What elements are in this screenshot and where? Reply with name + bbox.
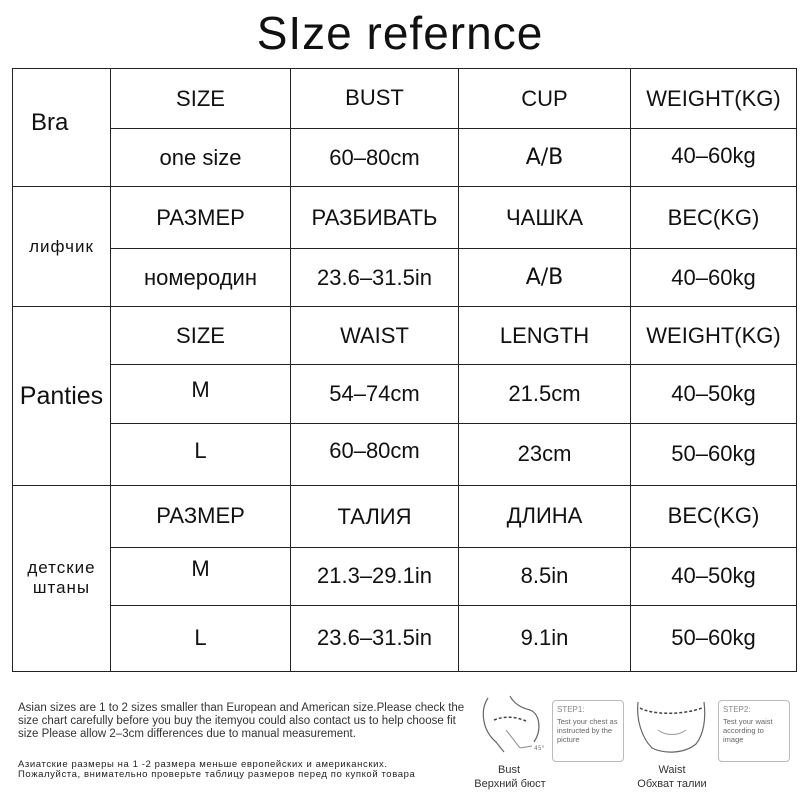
note-russian: Азиатские размеры на 1 -2 размера меньше европейских и американских. Пожалуйста, внимательно проверьте таблицу размеров перед по купкой товара (18, 759, 416, 780)
cell-length-ru-l: 9.1in (459, 605, 631, 671)
header-length: LENGTH (459, 307, 631, 365)
header-weight-panties-ru: ВЕС(KG) (631, 485, 797, 547)
cell-size: one size (111, 129, 291, 187)
header-bust-ru: РАЗБИВАТЬ (291, 187, 459, 249)
cell-weight-ru: 40–60kg (631, 249, 797, 307)
panties-header-row (13, 307, 797, 365)
waist-caption-ru: Обхват талии (637, 778, 707, 790)
step1-title: STEP1: (557, 705, 585, 714)
bust-figure (470, 690, 560, 798)
cell-waist-ru-m: 21.3–29.1in (291, 547, 459, 605)
cell-size-ru-l: L (111, 605, 291, 671)
svg-text:45°: 45° (534, 745, 545, 752)
page-title: SIze refernce (256, 7, 544, 59)
waist-figure (630, 690, 720, 798)
cell-waist-m: 54–74cm (291, 365, 459, 423)
header-cup-ru: ЧАШКА (459, 187, 631, 249)
cell-waist-ru-l: 23.6–31.5in (291, 605, 459, 671)
bra-header-row (13, 69, 797, 129)
cell-weight-m: 40–50kg (631, 365, 797, 423)
header-size-ru: РАЗМЕР (111, 187, 291, 249)
header-weight-panties: WEIGHT(KG) (631, 307, 797, 365)
panties-ru-row-l (13, 605, 797, 671)
step1-text: Test your chest as instructed by the picture (557, 717, 618, 744)
cell-bust: 60–80cm (291, 129, 459, 187)
cell-size-ru-m: M (111, 547, 291, 605)
cell-cup-ru: A/B (459, 249, 631, 307)
cell-size-m: M (111, 365, 291, 423)
step2-box (718, 700, 790, 762)
category-panties: Panties (13, 307, 111, 485)
category-panties-ru (13, 485, 111, 671)
header-cup: CUP (459, 69, 631, 129)
panties-row-m (13, 365, 797, 423)
cell-size-ru: номеродин (111, 249, 291, 307)
category-panties-ru-line1: детские (27, 558, 96, 578)
header-weight: WEIGHT(KG) (631, 69, 797, 129)
header-waist: WAIST (291, 307, 459, 365)
step2-title: STEP2: (723, 705, 751, 714)
bra-ru-row (13, 249, 797, 307)
cell-weight: 40–60kg (631, 129, 797, 187)
footer (0, 690, 800, 800)
cell-length-ru-m: 8.5in (459, 547, 631, 605)
header-length-ru: ДЛИНА (459, 485, 631, 547)
header-size: SIZE (111, 69, 291, 129)
cell-weight-l: 50–60kg (631, 423, 797, 485)
cell-length-m: 21.5cm (459, 365, 631, 423)
cell-waist-l: 60–80cm (291, 423, 459, 485)
size-chart-table (12, 68, 797, 672)
bust-illustration-icon (470, 690, 560, 760)
bra-row (13, 129, 797, 187)
category-bra: Bra (13, 69, 111, 187)
cell-bust-ru: 23.6–31.5in (291, 249, 459, 307)
header-waist-ru: ТАЛИЯ (291, 485, 459, 547)
cell-cup: A/B (459, 129, 631, 187)
bra-ru-header-row (13, 187, 797, 249)
category-panties-ru-line2: штаны (32, 578, 91, 598)
waist-illustration-icon (630, 690, 720, 760)
header-bust: BUST (291, 69, 459, 129)
panties-ru-row-m (13, 547, 797, 605)
cell-length-l: 23cm (459, 423, 631, 485)
waist-caption: Waist (658, 764, 686, 776)
category-bra-ru: лифчик (13, 187, 111, 307)
bust-caption-ru: Верхний бюст (474, 778, 546, 790)
cell-size-l: L (111, 423, 291, 485)
panties-row-l (13, 423, 797, 485)
step1-box (552, 700, 624, 762)
panties-ru-header-row (13, 485, 797, 547)
bust-caption: Bust (497, 764, 520, 776)
header-size-panties: SIZE (111, 307, 291, 365)
step2-text: Test your waist according to image (723, 717, 773, 744)
cell-weight-ru-m: 40–50kg (631, 547, 797, 605)
cell-weight-ru-l: 50–60kg (631, 605, 797, 671)
header-weight-ru: ВЕС(KG) (631, 187, 797, 249)
note-english: Asian sizes are 1 to 2 sizes smaller than European and American size.Please check the size chart carefully before you buy the itemyou could also contact us to help choose fit size Please allow 2–3cm differences due to manual measurement. (18, 702, 465, 740)
header-size-panties-ru: РАЗМЕР (111, 485, 291, 547)
